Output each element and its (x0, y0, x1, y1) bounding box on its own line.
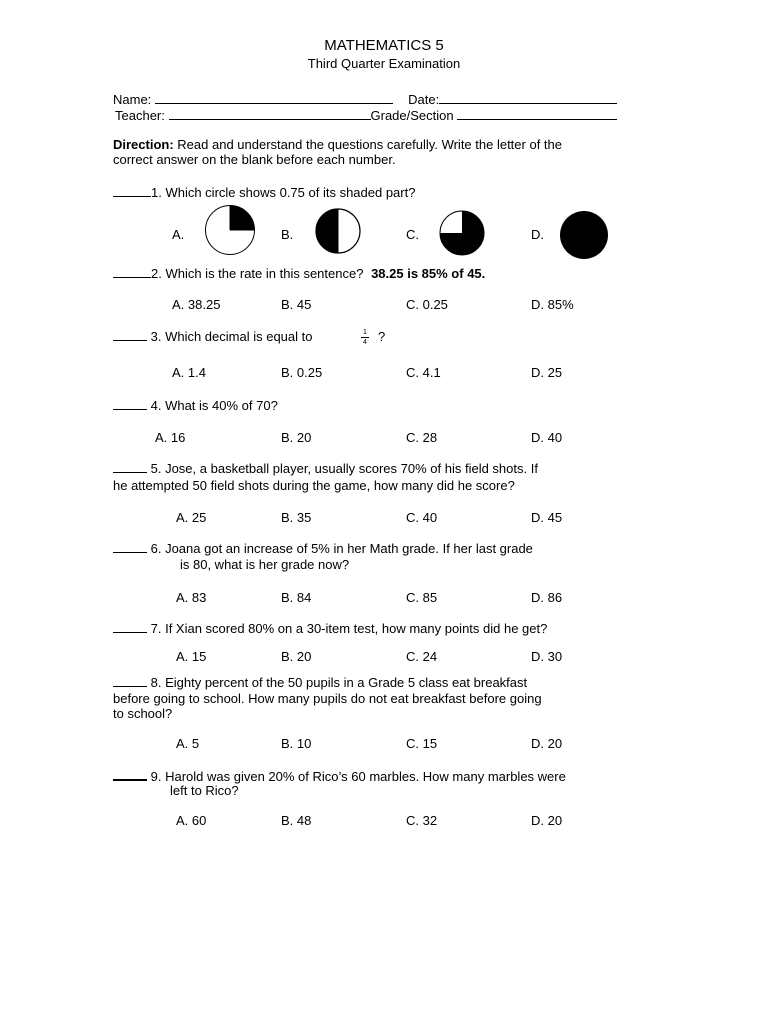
question-3-mark: ? (378, 329, 386, 344)
q3-choice-b: B. 0.25 (281, 365, 323, 380)
q7-choice-d: D. 30 (531, 649, 563, 664)
q1-choice-d: D. (531, 227, 544, 242)
q5-choice-b: B. 35 (281, 510, 312, 525)
question-5: 5. Jose, a basketball player, usually scores 70% of his field shots. If (113, 461, 538, 476)
question-9-line2: left to Rico? (170, 783, 239, 798)
q4-choice-b: B. 20 (281, 430, 312, 445)
grade-section-label: Grade/Section (370, 108, 454, 123)
fraction-denominator: 4 (363, 339, 367, 346)
q1-circle-b (312, 208, 364, 254)
question-4: 4. What is 40% of 70? (113, 398, 278, 413)
q3-choice-c: C. 4.1 (406, 365, 441, 380)
q4-choice-a: A. 16 (155, 430, 186, 445)
q8-choice-a: A. 5 (176, 736, 200, 751)
q5-choice-d: D. 45 (531, 510, 563, 525)
direction-line2: correct answer on the blank before each number. (113, 152, 396, 167)
fraction-one-fourth (361, 329, 369, 346)
q1-choice-c: C. (406, 227, 419, 242)
exam-subtitle: Third Quarter Examination (307, 56, 461, 71)
q7-choice-b: B. 20 (281, 649, 312, 664)
teacher-row (115, 108, 617, 123)
answer-blank-4[interactable] (113, 398, 147, 410)
q1-circle-c (438, 210, 486, 256)
q1-choice-a: A. (172, 227, 185, 242)
q6-choice-a: A. 83 (176, 590, 207, 605)
question-1: 1. Which circle shows 0.75 of its shaded part? (113, 185, 415, 200)
q4-choice-c: C. 28 (406, 430, 438, 445)
q3-choice-d: D. 25 (531, 365, 563, 380)
q5-choice-a: A. 25 (176, 510, 207, 525)
question-8-line3: to school? (113, 706, 173, 721)
exam-title: MATHEMATICS 5 (324, 37, 444, 54)
q1-circle-d (558, 210, 610, 260)
q9-choice-c: C. 32 (406, 813, 438, 828)
answer-blank-5[interactable] (113, 461, 147, 473)
q2-choice-b: B. 45 (281, 297, 312, 312)
answer-blank-3[interactable] (113, 329, 147, 341)
q2-choice-d: D. 85% (531, 297, 574, 312)
q6-choice-b: B. 84 (281, 590, 312, 605)
question-3: 3. Which decimal is equal to (113, 329, 312, 344)
q8-choice-b: B. 10 (281, 736, 312, 751)
question-2: 2. Which is the rate in this sentence? 38.25 is 85% of 45. (113, 266, 485, 281)
answer-blank-1[interactable] (113, 185, 151, 197)
q9-choice-b: B. 48 (281, 813, 312, 828)
name-row (113, 92, 617, 107)
name-label: Name: (113, 92, 152, 107)
direction-line1: Direction: Read and understand the questions carefully. Write the letter of the (113, 137, 562, 152)
grade-section-field[interactable] (457, 108, 617, 120)
question-9: 9. Harold was given 20% of Rico’s 60 marbles. How many marbles were (113, 768, 566, 784)
teacher-field[interactable] (169, 108, 371, 120)
q8-choice-d: D. 20 (531, 736, 563, 751)
question-5-line2: he attempted 50 field shots during the game, how many did he score? (113, 478, 515, 493)
question-8: 8. Eighty percent of the 50 pupils in a Grade 5 class eat breakfast (113, 675, 527, 690)
answer-blank-9[interactable] (113, 768, 147, 781)
q5-choice-c: C. 40 (406, 510, 438, 525)
question-6-line2: is 80, what is her grade now? (180, 557, 350, 572)
direction-label: Direction: (113, 137, 174, 152)
q3-choice-a: A. 1.4 (172, 365, 206, 380)
question-7: 7. If Xian scored 80% on a 30-item test, how many points did he get? (113, 621, 547, 636)
name-field[interactable] (155, 92, 393, 104)
question-6: 6. Joana got an increase of 5% in her Math grade. If her last grade (113, 541, 533, 556)
q9-choice-d: D. 20 (531, 813, 563, 828)
q1-circle-a (204, 204, 256, 256)
date-label: Date: (408, 92, 440, 107)
answer-blank-7[interactable] (113, 621, 147, 633)
rate-sentence: 38.25 is 85% of 45. (371, 266, 486, 281)
q9-choice-a: A. 60 (176, 813, 207, 828)
teacher-label: Teacher: (115, 108, 165, 123)
answer-blank-8[interactable] (113, 675, 147, 687)
question-8-line2: before going to school. How many pupils do not eat breakfast before going (113, 691, 542, 706)
fraction-numerator: 1 (363, 329, 367, 336)
answer-blank-6[interactable] (113, 541, 147, 553)
q7-choice-a: A. 15 (176, 649, 207, 664)
q6-choice-d: D. 86 (531, 590, 563, 605)
date-field[interactable] (439, 92, 617, 104)
q2-choice-c: C. 0.25 (406, 297, 448, 312)
q4-choice-d: D. 40 (531, 430, 563, 445)
q7-choice-c: C. 24 (406, 649, 438, 664)
q8-choice-c: C. 15 (406, 736, 438, 751)
q6-choice-c: C. 85 (406, 590, 438, 605)
answer-blank-2[interactable] (113, 266, 151, 278)
q1-choice-b: B. (281, 227, 294, 242)
q2-choice-a: A. 38.25 (172, 297, 221, 312)
